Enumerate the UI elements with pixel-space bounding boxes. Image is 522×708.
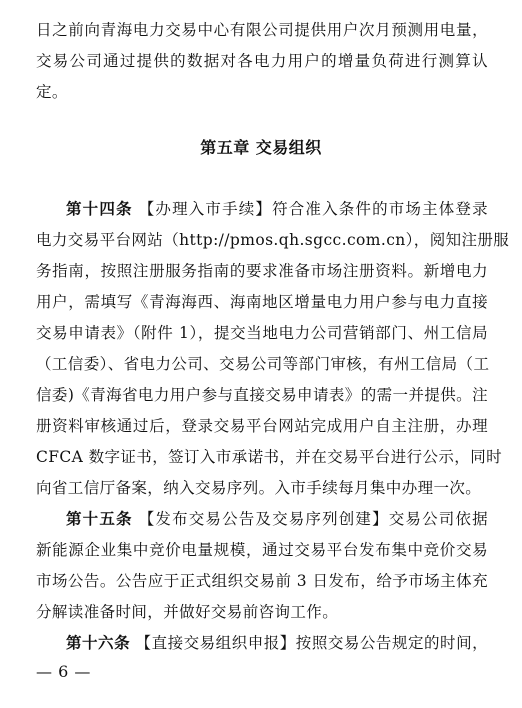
article-15-line-2: 新能源企业集中竞价电量规模，通过交易平台发布集中竞价交易 [36, 541, 488, 559]
continuation-line-1: 日之前向青海电力交易中心有限公司提供用户次月预测用电量， [36, 21, 488, 39]
article-16-first-line [66, 633, 488, 653]
page-number: — 6 — [36, 662, 91, 681]
article-14-line-6: （工信委）、省电力公司、交易公司等部门审核，有州工信局（工 [36, 355, 490, 373]
article-15-line-4: 分解读准备时间，并做好交易前咨询工作。 [36, 603, 339, 621]
article-14-line-9: CFCA 数字证书，签订入市承诺书，并在交易平台进行公示，同时 [36, 448, 502, 466]
article-14-line-7: 信委)《青海省电力用户参与直接交易申请表》的需一并提供。注 [36, 386, 488, 404]
article-14-line-5: 交易申请表》（附件 1），提交当地电力公司营销部门、州工信局 [36, 324, 488, 342]
article-16-first-line-text: 【直接交易组织申报】按照交易公告规定的时间， [130, 634, 488, 652]
continuation-line-3: 定。 [36, 83, 68, 101]
article-14-line-3: 务指南，按照注册服务指南的要求准备市场注册资料。新增电力 [36, 262, 488, 280]
article-14-line-8: 册资料审核通过后，登录交易平台网站完成用户自主注册，办理 [36, 417, 488, 435]
chapter-title: 第五章 交易组织 [200, 138, 322, 157]
article-14-line-4: 用户，需填写《青海海西、海南地区增量电力用户参与电力直接 [36, 293, 488, 311]
article-15-first-line [66, 509, 488, 529]
article-16-heading: 第十六条 [66, 633, 131, 652]
article-14-first-line [66, 199, 488, 219]
article-15-heading: 第十五条 [66, 509, 133, 528]
article-15-first-line-text: 【发布交易公告及交易序列创建】交易公司依据 [132, 510, 488, 528]
article-14-first-line-text: 【办理入市手续】符合准入条件的市场主体登录 [132, 200, 488, 218]
article-15-line-3: 市场公告。公告应于正式组织交易前 3 日发布，给予市场主体充 [36, 572, 488, 590]
article-14-line-10: 向省工信厅备案，纳入交易序列。入市手续每月集中办理一次。 [36, 479, 482, 497]
article-14-line-2: 电力交易平台网站（http://pmos.qh.sgcc.com.cn），阅知注册服 [36, 231, 510, 249]
article-14-heading: 第十四条 [66, 199, 133, 218]
continuation-line-2: 交易公司通过提供的数据对各电力用户的增量负荷进行测算认 [36, 52, 488, 70]
